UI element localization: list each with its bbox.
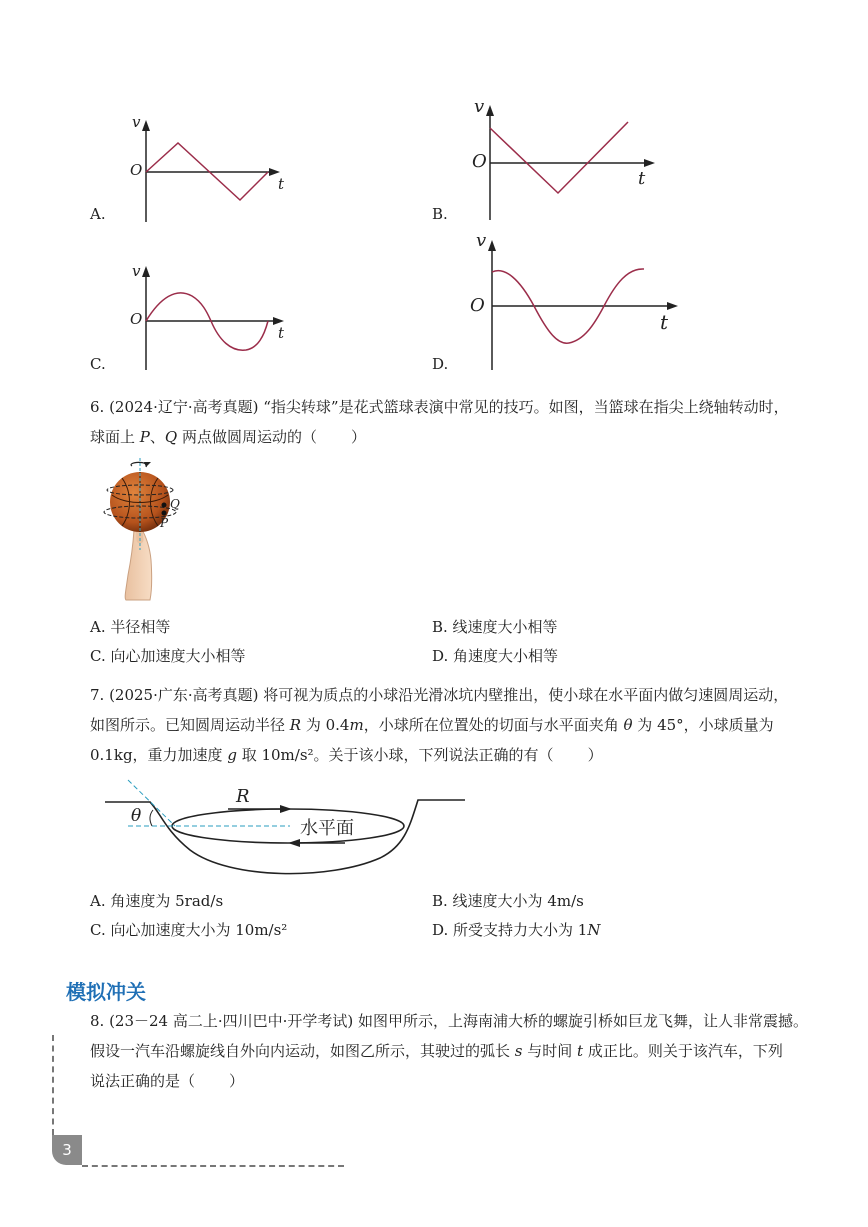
q6-option-c[interactable]: C. 向心加速度大小相等 — [90, 647, 246, 665]
t-label: t — [638, 168, 646, 189]
v-label: v — [132, 113, 141, 131]
var-s: s — [514, 1042, 523, 1060]
origin-label: O — [470, 295, 485, 316]
t-label: t — [278, 175, 285, 193]
text: ，小球所在位置处的切面与水平面夹角 — [363, 716, 624, 734]
section-title: 模拟冲关 — [66, 980, 146, 1004]
var-q: Q — [164, 428, 178, 446]
t-label: t — [278, 324, 285, 342]
q7-option-c[interactable]: C. 向心加速度大小为 10m/s² — [90, 921, 288, 939]
option-a-label[interactable]: A. — [90, 205, 106, 223]
origin-label: O — [130, 161, 143, 179]
text: 取 10m/s²。关于该小球，下列说法正确的有（ — [236, 746, 554, 764]
text: ） — [229, 1072, 245, 1090]
q6-option-d[interactable]: D. 角速度大小相等 — [432, 647, 559, 665]
text: 两点做圆周运动的（ — [177, 428, 317, 446]
text: 0.1kg，重力加速度 — [90, 746, 228, 764]
fig-theta-label: θ — [131, 806, 142, 826]
option-c-label[interactable]: C. — [90, 355, 106, 373]
text: 如图所示。已知圆周运动半径 — [90, 716, 290, 734]
q8-stem-line3 — [90, 1066, 244, 1096]
v-label: v — [132, 262, 141, 280]
q8-stem-line2 — [90, 1036, 783, 1066]
unit: N — [587, 921, 601, 939]
text: 说法正确的是（ — [90, 1072, 196, 1090]
option-b-label[interactable]: B. — [432, 205, 448, 223]
text: 球面上 — [90, 428, 140, 446]
origin-label: O — [130, 310, 143, 328]
text: ） — [587, 746, 603, 764]
q6-stem-line1: 6. (2024·辽宁·高考真题) “指尖转球”是花式篮球表演中常见的技巧。如图，当篮球在指尖上绕轴转动时， — [90, 398, 789, 416]
var-p: P — [139, 428, 150, 446]
q6-option-a[interactable]: A. 半径相等 — [90, 618, 171, 636]
origin-label: O — [472, 151, 487, 172]
text: 为 45°，小球质量为 — [632, 716, 774, 734]
var-r: R — [289, 716, 302, 734]
text: 成正比。则关于该汽车，下列 — [583, 1042, 783, 1060]
fig-radius-label: R — [236, 786, 250, 807]
page-number: 3 — [52, 1135, 82, 1165]
text: ） — [350, 428, 366, 446]
t-label: t — [660, 310, 669, 334]
q7-stem-line1: 7. (2025·广东·高考真题) 将可视为质点的小球沿光滑冰坑内壁推出，使小球在水平面内做匀速圆周运动， — [90, 686, 789, 704]
v-label: v — [474, 96, 485, 117]
q7-option-a[interactable]: A. 角速度为 5rad/s — [90, 892, 224, 910]
text: 、 — [149, 428, 165, 446]
angle-arc — [150, 810, 153, 826]
var-g: g — [227, 746, 237, 764]
text: 与时间 — [522, 1042, 578, 1060]
page-footer-dashed-line — [82, 1165, 344, 1167]
q6-option-b[interactable]: B. 线速度大小相等 — [432, 618, 558, 636]
text: 为 0.4 — [301, 716, 350, 734]
q7-option-d[interactable] — [432, 919, 600, 940]
page-margin-dashed-line — [52, 1035, 54, 1135]
q8-stem-line1: 8. (23－24 高二上·四川巴中·开学考试) 如图甲所示，上海南浦大桥的螺旋引桥如巨龙飞舞，让人非常震撼。 — [90, 1012, 809, 1030]
fig-q-label: Q — [170, 497, 180, 511]
fig-plane-label: 水平面 — [300, 818, 354, 839]
var-theta: θ — [623, 716, 633, 734]
var-t: t — [577, 1042, 584, 1060]
text: 假设一汽车沿螺旋线自外向内运动，如图乙所示，其驶过的弧长 — [90, 1042, 515, 1060]
option-d-label[interactable]: D. — [432, 355, 449, 373]
var-m: m — [349, 716, 364, 734]
text: D. 所受支持力大小为 1 — [432, 921, 588, 939]
fig-p-label: P — [160, 516, 169, 530]
q7-option-b[interactable]: B. 线速度大小为 4m/s — [432, 892, 584, 910]
v-label: v — [476, 230, 487, 251]
